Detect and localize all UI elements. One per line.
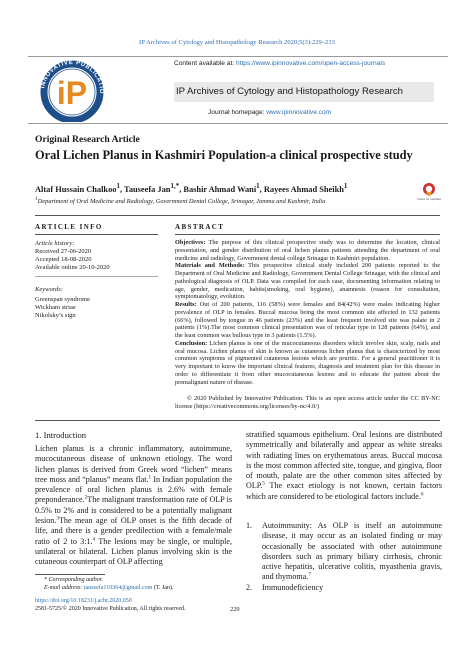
journal-homepage [208, 109, 331, 116]
list-item [246, 521, 442, 583]
author-sup: 1 [256, 182, 260, 190]
received-date: Received 27-06-2020 [35, 248, 92, 255]
list-number: 1. [246, 521, 253, 530]
methods-text: This prospective clinical study included 200 patients reported to the Department of Oral Medicine and Radiology, Government Dental College Srinagar, with the clinical and pathological diagnosis of OLP. Data was compiled for each case, documenting information relating to age, gender, medication, habits(smoking, oral hygiene), anamnesis (reason for consultation, symptomatology, evolution. [175, 262, 440, 301]
abstract-heading: ABSTRACT [175, 223, 225, 231]
logo-ring-text: INNOVATIVE PUBLICATIO [40, 59, 105, 95]
intro-paragraph [246, 430, 442, 502]
abstract-conclusion [175, 340, 440, 387]
citation[interactable]: 6 [420, 491, 424, 498]
text-run: Lichen planus is a chronic inflammatory, autoimmune, mucocutaneous disease of unknown etiology. The word lichen planus is derived from Greek word “lichen” means tree moss and “planus” means flat. [35, 444, 232, 484]
article-info-heading: ARTICLE INFO [35, 223, 103, 231]
author-name: Tauseefa Jan [124, 184, 171, 194]
available-link[interactable]: https://www.ipinnovative.com/open-access-journals [235, 60, 386, 67]
email-link[interactable]: tauseefa110364@gmail.com [83, 585, 153, 591]
intro-paragraph [35, 444, 232, 568]
issn-line: 2581-5725/© 2020 Innovative Publication, All rights reserved. [35, 606, 186, 612]
author-name: Bashir Ahmad Wani [183, 184, 257, 194]
conclusion-label: Conclusion: [175, 339, 208, 347]
license-text: © 2020 Published by Innovative Publication. This is an open access article under the CC BY-NC license (https://creativecommons.org/licenses/by-nc/4.0/) [175, 395, 440, 410]
etiology-list [246, 521, 442, 593]
results-label: Results: [175, 301, 197, 308]
citation[interactable]: 2 [84, 494, 88, 501]
list-item [246, 583, 442, 593]
available-label: Content available at: [174, 60, 235, 67]
publisher-logo [30, 58, 114, 122]
abstract-body [175, 239, 440, 411]
intro-column-left [35, 444, 232, 568]
author-name: Rayees Ahmad Sheikh [263, 184, 344, 194]
list-text: Immunodeficiency [262, 582, 324, 592]
homepage-link[interactable]: www.ipinnovative.com [266, 109, 332, 116]
citation[interactable]: 1 [148, 474, 152, 481]
citation[interactable]: 3 [56, 515, 59, 522]
author-sup: 1,* [170, 182, 180, 190]
article-title: Oral Lichen Planus in Kashmiri Population-a clinical prospective study [35, 148, 413, 162]
online-date: Available online 20-10-2020 [35, 264, 110, 271]
text-run: The mean age of OLP onset is the fifth decade of life, and there is a gender predilection with a female/male ratio of 2 to 3:1. [35, 516, 232, 546]
accepted-date: Accepted 18-08-2020 [35, 256, 92, 263]
divider [175, 234, 440, 235]
keyword: Greenspan syndrome [35, 296, 91, 303]
logo-letters: iP [56, 75, 88, 111]
conclusion-text: Lichen planus is one of the mucocutaneous disorders which involve skin, scalp, nails and oral mucosa. Lichen planus of skin is known as cutaneous lichen planus that is characterized by most common symptoms of pigmented cutaneous lesions which are pruritic. For a general practitioner it is very important to know the important clinical features, diagnosis and treatment plan for this disease in order to differentiate it from other mucocutaneous lesions and to educate the patient about the premalignant nature of disease. [175, 339, 440, 386]
abstract-objectives [175, 239, 440, 262]
doi-link[interactable]: https://doi.org/10.18231/j.achr.2020.050 [35, 598, 132, 604]
email-suffix: (T. Jan). [153, 585, 174, 591]
history-label: Article history: [35, 240, 75, 247]
affiliation [35, 196, 325, 205]
abstract-results [175, 301, 440, 340]
objectives-label: Objectives: [175, 239, 206, 246]
keyword: Wickham striae [35, 304, 76, 311]
homepage-label: Journal homepage: [208, 109, 265, 116]
corresponding-author: * Corresponding author. [44, 577, 103, 583]
divider [35, 276, 158, 277]
objectives-text: The purpose of this clinical prospective study was to determine the location, clinical presentation, and gender distribution of oral lichen planus patients attending the department of oral medicine and radiology, Government dental college Srinagar in Kashmiri population. [175, 239, 440, 262]
affiliation-sup: 1 [35, 196, 38, 202]
author-name: Altaf Hussain Chalkoo [35, 184, 117, 194]
running-head: IP Archives of Cytology and Histopathology Research 2020;5(3):229–233 [139, 39, 335, 46]
text-run: In Indian population the prevalence of oral lichen planus is 2.6% with female preponderance. [35, 474, 232, 505]
footnote-divider [35, 574, 105, 575]
citation[interactable]: 5 [262, 480, 266, 487]
email-label: E-mail address: [44, 585, 83, 591]
text-run: stratified squamous epithelium. Oral lesions are distributed symmetrically and bilaterally and appear as white streaks with radiating lines on erythematous areas. Buccal mucosa is the most common affected site, tongue, and gingiva, floor of mouth, palate are the other common sites affected by OLP. [246, 430, 442, 491]
citation[interactable]: 4 [92, 535, 96, 542]
divider [35, 234, 158, 235]
text-run: The exact etiology is not known, certain factors which are considered to be etiological factors include. [246, 481, 442, 501]
section-heading: 1. Introduction [35, 430, 87, 440]
text-run: The malignant transformation rate of OLP is 0.5% to 2% and is considered to be a potentially malignant lesion. [35, 495, 232, 526]
crossmark-button[interactable] [419, 181, 439, 201]
article-type: Original Research Article [35, 134, 140, 145]
text-run: The lesions may be single, or multiple, unilateral or bilateral. Lichen planus involving skin is the cutaneous counterpart of OLP affecting [35, 536, 232, 567]
author-sup: 1 [343, 182, 348, 190]
author-sup: 1 [116, 182, 120, 190]
abstract-methods [175, 262, 440, 301]
crossmark-label: Check for updates [417, 198, 441, 202]
page-number: 229 [230, 606, 240, 613]
intro-column-right [246, 430, 442, 502]
list-text [262, 521, 442, 583]
methods-label: Materials and Methods: [175, 262, 245, 270]
keyword: Nikolsky’s sign [35, 312, 76, 319]
divider [35, 420, 440, 421]
author-list: Altaf Hussain Chalkoo$^1$, Tauseefa Jan$^{1,*}$, Bashir Ahmad Wani$^1$, Rayees Ahmad Sheikh$^1$ [35, 182, 348, 194]
list-number: 2. [246, 582, 253, 592]
text-run: Autoimmunity: As OLP is itself an autoimmune disease, it may occur as an isolated finding or may occasionally be associated with other autoimmune disorders such as primary biliary cirrhosis, chronic active hepatitis, ulcerative colitis, myasthenia gravis, and thymoma. [262, 521, 442, 582]
journal-name: IP Archives of Cytology and Histopathology Research [174, 82, 434, 102]
available-at [174, 60, 385, 67]
affiliation-text: Department of Oral Medicine and Radiology, Government Dental College, Srinagar, Jammu and Kashmir, India [37, 198, 326, 206]
results-text: Out of 200 patients, 116 (58%) were females and 84(42%) were males indicating higher prevalence of OLP in females. Buccal mucosa being the most common site affected in 132 patients (66%), followed by tongue in 46 patients (23%) and the least frequent involved site was palate in 2 patients (1%).The most common clinical presentation was of reticular type in 128 patients (64%), and the least common was bullous type in 3 patients (1.5%). [175, 301, 440, 339]
keywords-label: Keywords: [35, 286, 63, 293]
divider [35, 215, 440, 216]
citation[interactable]: 7 [308, 571, 311, 578]
email-line [44, 585, 173, 591]
